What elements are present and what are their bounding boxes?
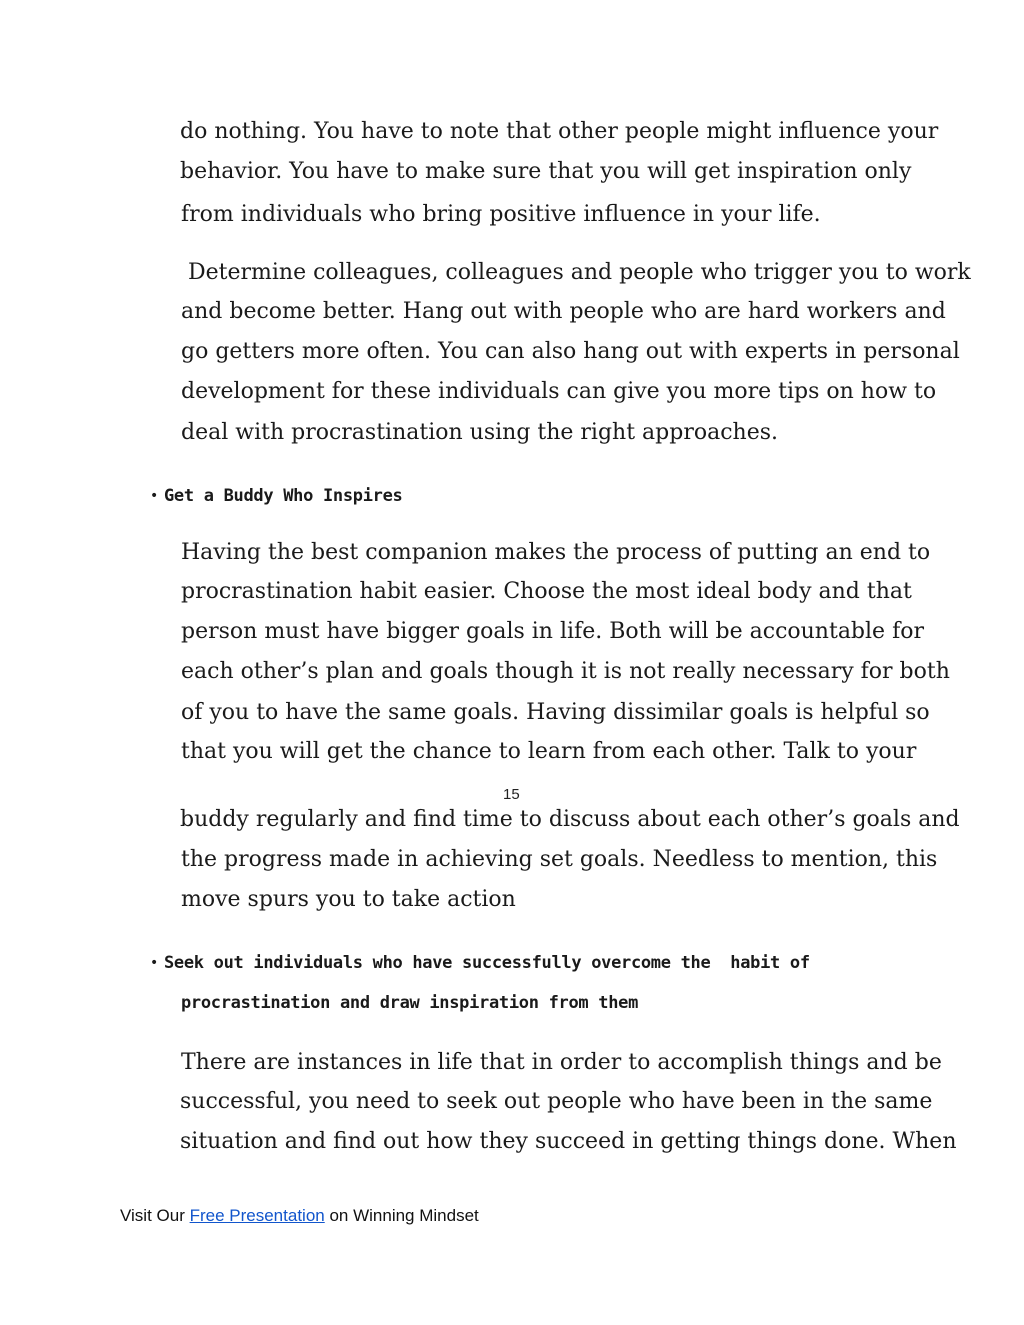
para1-line-1: do nothing. You have to note that other people might influence your [180,119,939,144]
para2-line-4: development for these individuals can give you more tips on how to [181,379,937,404]
para4-line-2: the progress made in achieving set goals. Needless to mention, this [181,847,938,872]
page-number: 15 [503,786,520,803]
para3-line-6: that you will get the chance to learn from each other. Talk to your [181,739,917,764]
para2-line-2: and become better. Hang out with people who are hard workers and [181,299,946,324]
para3-line-5: of you to have the same goals. Having dissimilar goals is helpful so [181,700,930,725]
para2-line-5: deal with procrastination using the right approaches. [181,420,779,445]
para5-line-3: situation and find out how they succeed in getting things done. When [180,1129,957,1154]
para5-line-1: There are instances in life that in order to accomplish things and be [181,1050,942,1075]
para4-line-3: move spurs you to take action [181,887,516,912]
para4-line-1: buddy regularly and find time to discuss about each other’s goals and [180,807,960,832]
section-heading-seek-line-1: Seek out individuals who have successfully overcome the habit of [164,953,810,973]
section-heading-seek-line-2: procrastination and draw inspiration from them [181,993,639,1013]
footer-prefix: Visit Our [120,1206,190,1225]
bullet-icon: • [150,488,159,504]
para5-line-2: successful, you need to seek out people who have been in the same [180,1089,933,1114]
bullet-icon: • [150,955,159,971]
footer [120,1206,479,1226]
para3-line-2: procrastination habit easier. Choose the most ideal body and that [181,579,912,604]
section-heading-buddy: Get a Buddy Who Inspires [164,486,403,506]
footer-suffix: on Winning Mindset [324,1206,479,1225]
para3-line-4: each other’s plan and goals though it is not really necessary for both [181,659,950,684]
para3-line-3: person must have bigger goals in life. Both will be accountable for [181,619,924,644]
para2-line-1: Determine colleagues, colleagues and people who trigger you to work [181,260,971,285]
free-presentation-link[interactable]: Free Presentation [189,1206,325,1225]
para1-line-2: behavior. You have to make sure that you will get inspiration only [180,159,912,184]
para2-line-3: go getters more often. You can also hang out with experts in personal [181,339,960,364]
para1-line-3: from individuals who bring positive influence in your life. [181,202,821,227]
para3-line-1: Having the best companion makes the process of putting an end to [181,540,931,565]
